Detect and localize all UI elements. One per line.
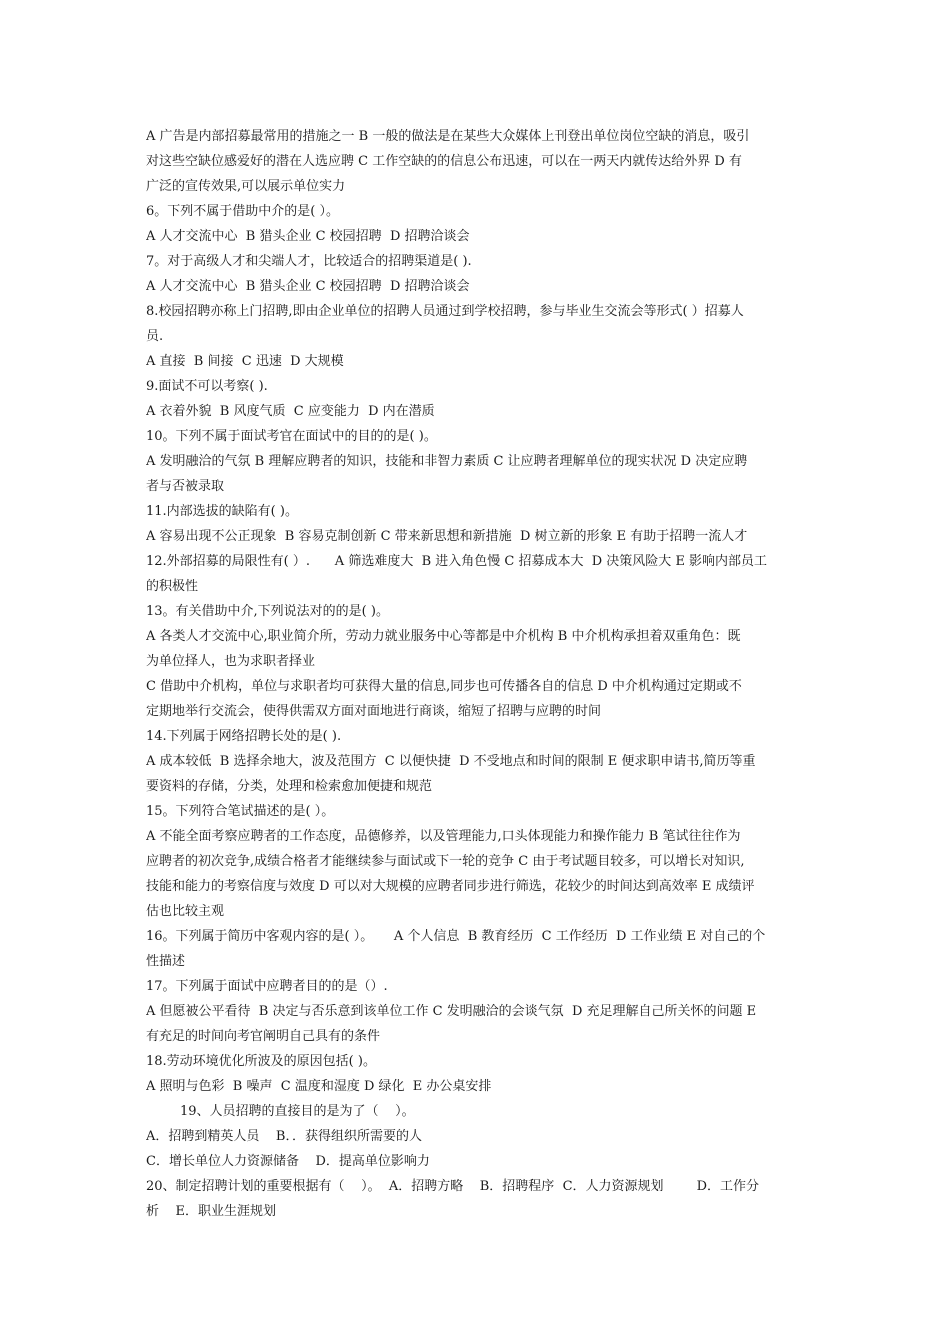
document-page <box>146 124 810 1224</box>
text-line: 13。有关借助中介,下列说法对的的是( )。 <box>146 604 389 619</box>
text-line: 19、人员招聘的直接目的是为了（ ）。 <box>180 1104 415 1119</box>
text-line: 10。下列不属于面试考官在面试中的目的的是( )。 <box>146 429 437 444</box>
text-line: 12.外部招募的局限性有( ）. A 筛选难度大 B 进入角色慢 C 招募成本大 D 决策风险大 E 影响内部员工 <box>146 554 768 569</box>
text-line: A 人才交流中心 B 猎头企业 C 校园招聘 D 招聘洽谈会 <box>146 279 470 294</box>
text-line: C．增长单位人力资源储备 D．提高单位影响力 <box>146 1154 430 1169</box>
text-line: 6。下列不属于借助中介的是( ）。 <box>146 204 339 219</box>
text-line: 性描述 <box>146 954 186 969</box>
text-line: A 不能全面考察应聘者的工作态度，品德修养，以及管理能力,口头体现能力和操作能力 B 笔试往往作为 <box>146 829 741 844</box>
text-line: 17。下列属于面试中应聘者目的的是（）. <box>146 979 388 994</box>
text-line: 广泛的宣传效果,可以展示单位实力 <box>146 179 346 194</box>
text-line: A 照明与色彩 B 噪声 C 温度和湿度 D 绿化 E 办公桌安排 <box>146 1079 492 1094</box>
text-line: A 人才交流中心 B 猎头企业 C 校园招聘 D 招聘洽谈会 <box>146 229 470 244</box>
text-line: 者与否被录取 <box>146 479 225 494</box>
text-line: 14.下列属于网络招聘长处的是( ). <box>146 729 342 744</box>
text-line: 定期地举行交流会，使得供需双方面对面地进行商谈，缩短了招聘与应聘的时间 <box>146 704 602 719</box>
text-line: 析 E．职业生涯规划 <box>146 1204 277 1219</box>
text-line: 估也比较主观 <box>146 904 225 919</box>
text-line: 要资料的存储，分类，处理和检索愈加便捷和规范 <box>146 779 433 794</box>
text-line: 的积极性 <box>146 579 199 594</box>
text-line: C 借助中介机构，单位与求职者均可获得大量的信息,同步也可传播各自的信息 D 中介机构通过定期或不 <box>146 679 742 694</box>
text-line: 11.内部选拔的缺陷有( )。 <box>146 504 298 519</box>
text-line: 9.面试不可以考察( ). <box>146 379 268 394</box>
text-line: A 直接 B 间接 C 迅速 D 大规模 <box>146 354 344 369</box>
text-line: 20、制定招聘计划的重要根据有（ ）。 A．招聘方略 B．招聘程序 C．人力资源规划 D．工作分 <box>146 1179 760 1194</box>
text-line: 为单位择人，也为求职者择业 <box>146 654 316 669</box>
text-line: 18.劳动环境优化所波及的原因包括( )。 <box>146 1054 376 1069</box>
text-line: A．招聘到精英人员 B．．获得组织所需要的人 <box>146 1129 422 1144</box>
text-line: 7。对于高级人才和尖端人才，比较适合的招聘渠道是( ). <box>146 254 472 269</box>
text-line: A 容易出现不公正现象 B 容易克制创新 C 带来新思想和新措施 D 树立新的形象 E 有助于招聘一流人才 <box>146 529 748 544</box>
text-line: A 发明融洽的气氛 B 理解应聘者的知识，技能和非智力素质 C 让应聘者理解单位的现实状况 D 决定应聘 <box>146 454 748 469</box>
text-line: 15。下列符合笔试描述的是( ）。 <box>146 804 335 819</box>
text-line: A 各类人才交流中心,职业简介所，劳动力就业服务中心等都是中介机构 B 中介机构承担着双重角色：既 <box>146 629 741 644</box>
text-line: 技能和能力的考察信度与效度 D 可以对大规模的应聘者同步进行筛选，花较少的时间达到高效率 E 成绩评 <box>146 879 755 894</box>
text-line: A 衣着外貌 B 风度气质 C 应变能力 D 内在潜质 <box>146 404 435 419</box>
text-line: A 广告是内部招募最常用的措施之一 B 一般的做法是在某些大众媒体上刊登出单位岗位空缺的消息，吸引 <box>146 129 750 144</box>
text-line: A 成本较低 B 选择余地大，波及范围方 C 以便快捷 D 不受地点和时间的限制 E 便求职申请书,简历等重 <box>146 754 756 769</box>
text-line: 16。下列属于简历中客观内容的是( ）。 A 个人信息 B 教育经历 C 工作经历 D 工作业绩 E 对自己的个 <box>146 929 766 944</box>
text-line: 8.校园招聘亦称上门招聘,即由企业单位的招聘人员通过到学校招聘，参与毕业生交流会等形式( ）招募人 <box>146 304 744 319</box>
text-line: 员. <box>146 329 164 344</box>
text-line: 有充足的时间向考官阐明自己具有的条件 <box>146 1029 381 1044</box>
text-line: A 但愿被公平看待 B 决定与否乐意到该单位工作 C 发明融洽的会谈气氛 D 充足理解自己所关怀的问题 E <box>146 1004 757 1019</box>
text-line: 对这些空缺位感爱好的潜在人选应聘 C 工作空缺的的信息公布迅速，可以在一两天内就传达给外界 D 有 <box>146 154 742 169</box>
text-line: 应聘者的初次竞争,成绩合格者才能继续参与面试或下一轮的竞争 C 由于考试题目较多，可以增长对知识, <box>146 854 745 869</box>
